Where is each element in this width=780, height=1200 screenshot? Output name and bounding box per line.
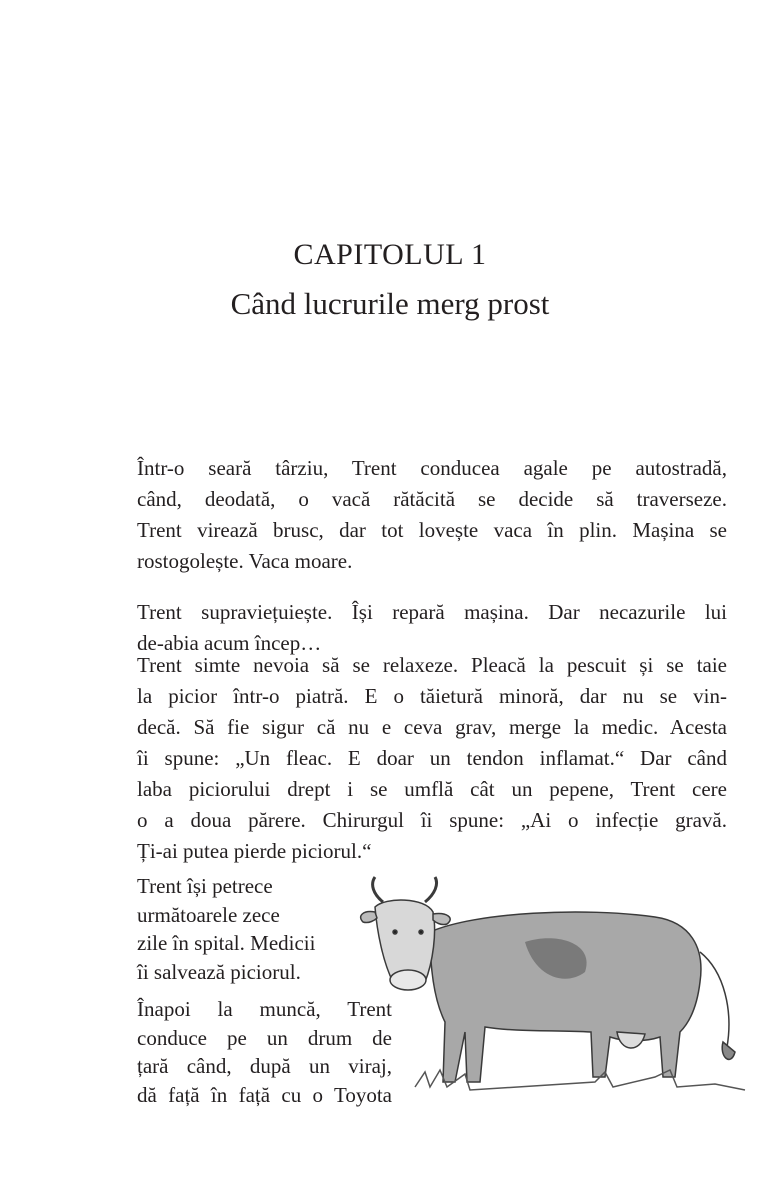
text-line: Într-o seară târziu, Trent conducea agale pe autostradă, (137, 456, 727, 480)
text-line: țară când, după un viraj, (137, 1054, 392, 1078)
text-line: o a doua părere. Chirurgul îi spune: „Ai o infecție gravă. (137, 808, 727, 832)
paragraph-1 (137, 453, 727, 577)
text-line: de-abia acum încep… (137, 631, 322, 655)
text-line: rostogolește. Vaca moare. (137, 549, 353, 573)
paragraph-4 (137, 872, 392, 986)
text-line: Trent virează brusc, dar tot lovește vaca în plin. Mașina se (137, 518, 727, 542)
text-line: conduce pe un drum de (137, 1025, 392, 1050)
text-line: dă față în față cu o Toyota (137, 1082, 392, 1107)
text-line: decă. Să fie sigur că nu e ceva grav, merge la medic. Acesta (137, 715, 727, 739)
cow-illustration-icon (355, 872, 750, 1102)
chapter-label: CAPITOLUL 1 (293, 238, 487, 271)
text-line: următoarele zece (137, 902, 280, 927)
text-line: când, deodată, o vacă rătăcită se decide să traverseze. (137, 487, 727, 511)
text-line: zile în spital. Medicii (137, 931, 316, 955)
paragraph-3 (137, 650, 727, 867)
chapter-title: Când lucrurile merg prost (230, 286, 550, 321)
text-line: laba piciorului drept i se umflă cât un pepene, Trent cere (137, 777, 727, 801)
paragraph-5 (137, 995, 392, 1109)
text-line: îi salvează piciorul. (137, 959, 301, 984)
text-line: Trent simte nevoia să se relaxeze. Pleacă la pescuit și se taie (137, 653, 727, 677)
text-line: Trent își petrece (137, 874, 273, 898)
text-line: Înapoi la muncă, Trent (137, 997, 392, 1021)
text-line: Trent supraviețuiește. Își repară mașina. Dar necazurile lui (137, 600, 727, 624)
text-line: la picior într-o piatră. E o tăietură minoră, dar nu se vin- (137, 684, 727, 708)
text-line: Ți-ai putea pierde piciorul.“ (137, 839, 372, 863)
text-line: îi spune: „Un fleac. E doar un tendon inflamat.“ Dar când (137, 746, 727, 770)
